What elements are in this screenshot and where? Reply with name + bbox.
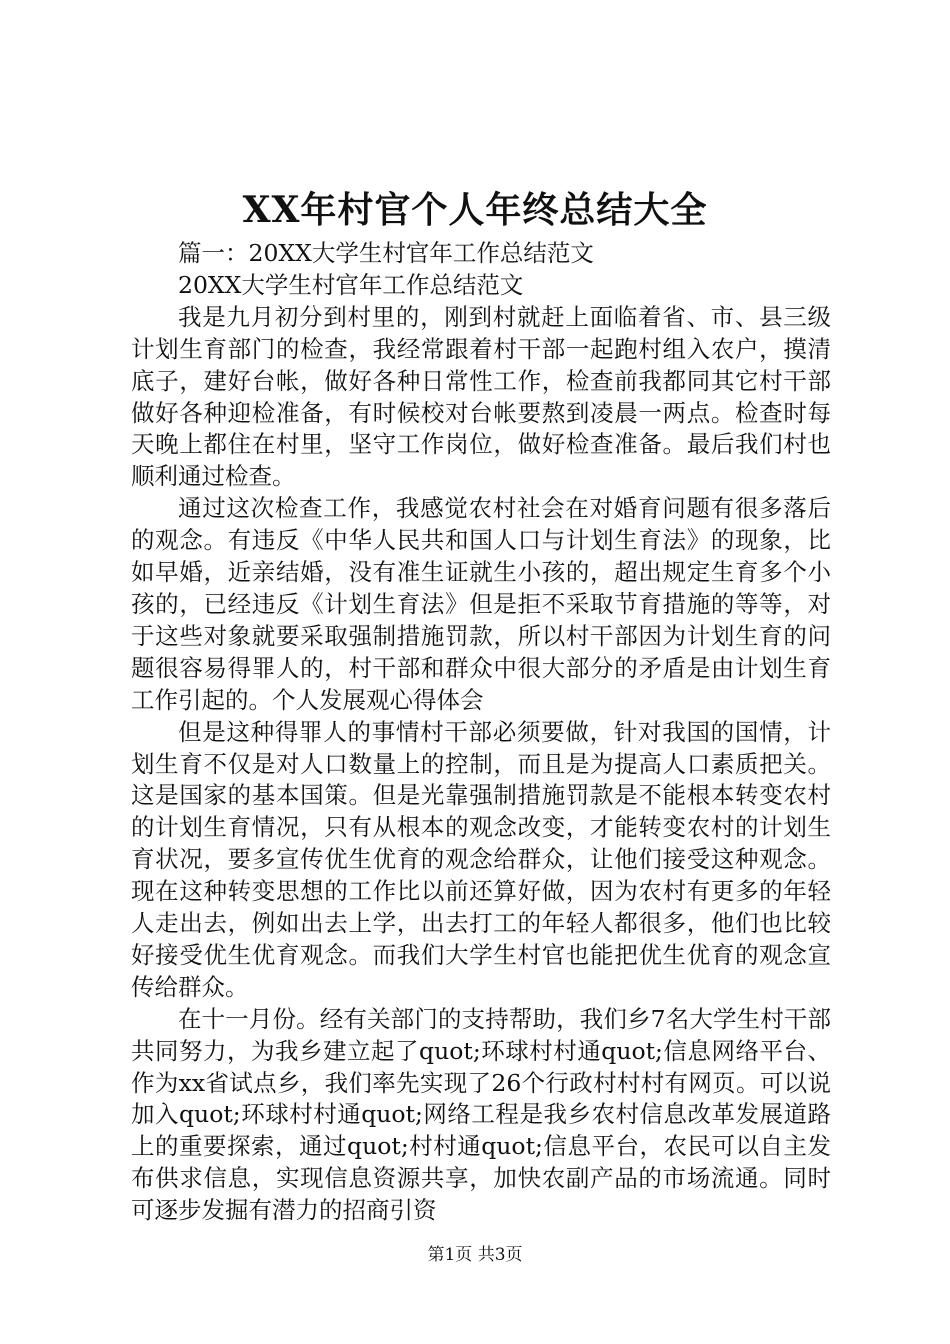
subheading: 20XX大学生村官年工作总结范文 — [178, 270, 524, 299]
paragraph-2: 通过这次检查工作，我感觉农村社会在对婚育问题有很多落后的观念。有违反《中华人民共和国人口与计划生育法》的现象，比如早婚，近亲结婚，没有准生证就生小孩的，超出规定生育多个小孩的，已经违反《计划生育法》但是拒不采取节育措施的等等，对于这些对象就要采取强制措施罚款，所以村干部因为计划生育的问题很容易得罪人的，村干部和群众中很大部分的矛盾是由计划生育工作引起的。个人发展观心得体会 — [131, 494, 831, 714]
paragraph-1: 我是九月初分到村里的，刚到村就赶上面临着省、市、县三级计划生育部门的检查，我经常跟着村干部一起跑村组入农户，摸清底子，建好台帐，做好各种日常性工作，检查前我都同其它村干部做好各种迎检准备，有时候校对台帐要熬到凌晨一两点。检查时每天晚上都住在村里，坚守工作岗位，做好检查准备。最后我们村也顺利通过检查。 — [131, 302, 831, 491]
document-body — [131, 238, 831, 1227]
paragraph-4: 在十一月份。经有关部门的支持帮助，我们乡7名大学生村干部共同努力，为我乡建立起了quot;环球村村通quot;信息网络平台、作为xx省试点乡，我们率先实现了26个行政村村村有网页。可以说加入quot;环球村村通quot;网络工程是我乡农村信息改革发展道路上的重要探索，通过quot;村村通quot;信息平台，农民可以自主发布供求信息，实现信息资源共享，加快农副产品的市场流通。同时可逐步发掘有潜力的招商引资 — [131, 1004, 831, 1225]
paragraph-3: 但是这种得罪人的事情村干部必须要做，针对我国的国情，计划生育不仅是对人口数量上的控制，而且是为提高人口素质把关。这是国家的基本国策。但是光靠强制措施罚款是不能根本转变农村的计划生育情况，只有从根本的观念改变，才能转变农村的计划生育状况，要多宣传优生优育的观念给群众，让他们接受这种观念。现在这种转变思想的工作比以前还算好做，因为农村有更多的年轻人走出去，例如出去上学，出去打工的年轻人都很多，他们也比较好接受优生优育观念。而我们大学生村官也能把优生优育的观念宣传给群众。 — [131, 717, 831, 1001]
section-heading: 篇一：20XX大学生村官年工作总结范文 — [178, 239, 594, 267]
page-title: XX年村官个人年终总结大全 — [242, 189, 708, 231]
page-indicator: 第1页 共3页 — [427, 1245, 523, 1265]
page-footer — [0, 1244, 950, 1266]
